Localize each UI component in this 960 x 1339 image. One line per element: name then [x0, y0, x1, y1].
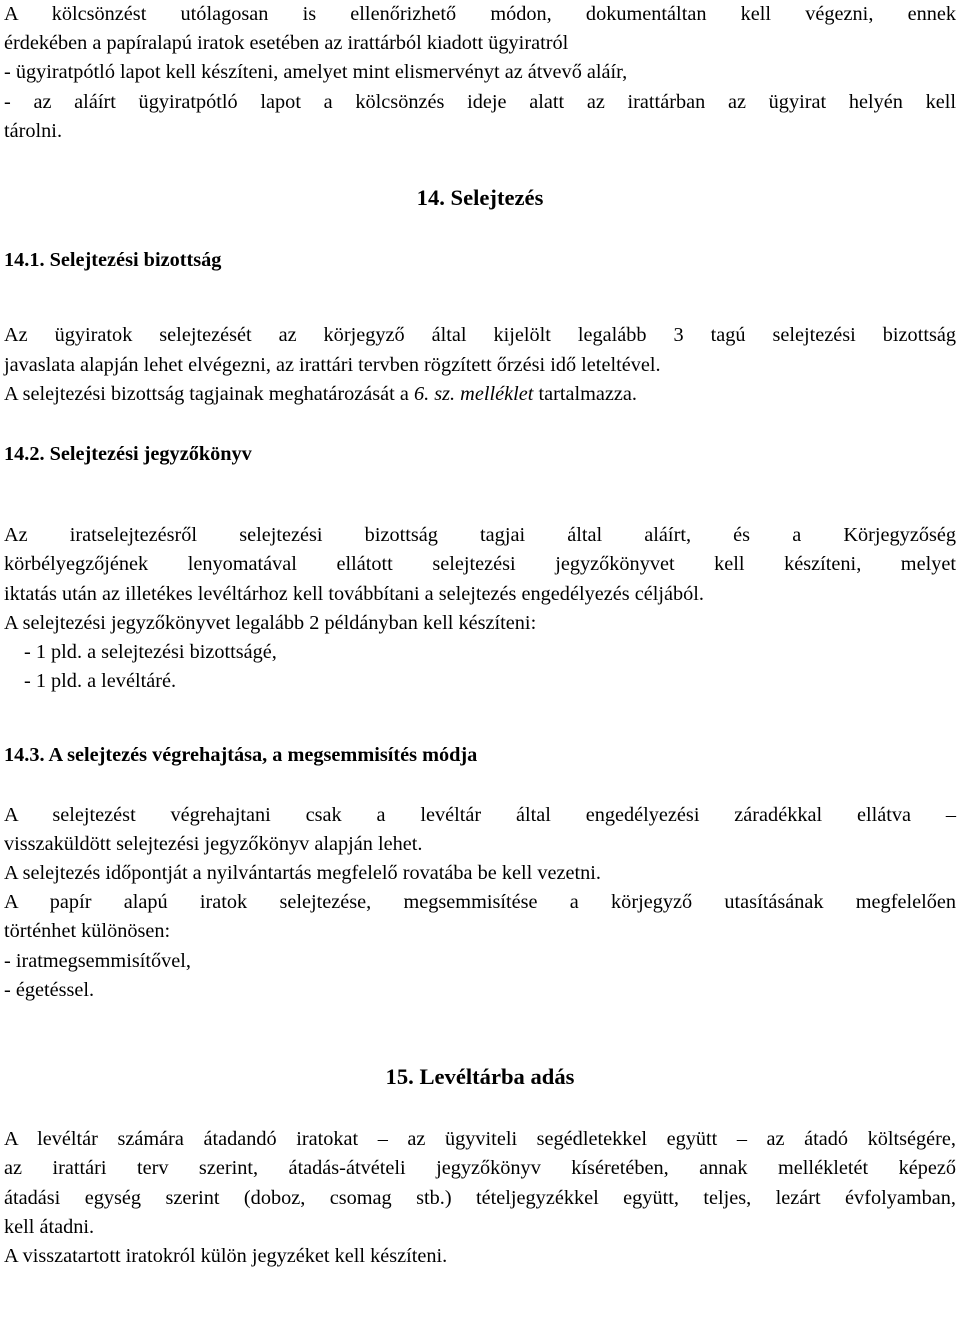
text-line: A visszatartott iratokról külön jegyzéket kell készíteni.	[4, 1245, 448, 1268]
text-line: érdekében a papíralapú iratok esetében az irattárból kiadott ügyiratról	[4, 32, 569, 55]
text-line: - az aláírt ügyiratpótló lapot a kölcsönzés ideje alatt az irattárban az ügyirat helyén kell	[4, 90, 956, 113]
text-line: történhet különösen:	[4, 920, 171, 943]
text-line: iktatás után az illetékes levéltárhoz kell továbbítani a selejtezés engedélyezés céljából.	[4, 582, 704, 605]
text-line: visszaküldött selejtezési jegyzőkönyv alapján lehet.	[4, 832, 423, 855]
text-line: A selejtezés időpontját a nyilvántartás megfelelő rovatába be kell vezetni.	[4, 862, 601, 885]
text-run: A selejtezési bizottság tagjainak meghatározását a	[4, 382, 414, 405]
text-line: A papír alapú iratok selejtezése, megsemmisítése a körjegyző utasításának megfelelően	[4, 891, 956, 914]
text-line: A selejtezési jegyzőkönyvet legalább 2 példányban kell készíteni:	[4, 611, 537, 634]
text-line: Az ügyiratok selejtezését az körjegyző által kijelölt legalább 3 tagú selejtezési bizottság	[4, 324, 956, 347]
list-item: - iratmegsemmisítővel,	[4, 949, 191, 972]
list-item: - 1 pld. a selejtezési bizottságé,	[24, 641, 277, 664]
section-heading: 14. Selejtezés	[416, 185, 544, 211]
section-heading: 15. Levéltárba adás	[385, 1064, 575, 1090]
text-line: körbélyegzőjének lenyomatával ellátott selejtezési jegyzőkönyvet kell készíteni, melyet	[4, 553, 956, 576]
subsection-heading: 14.3. A selejtezés végrehajtása, a megsemmisítés módja	[4, 744, 478, 767]
text-line: átadási egység szerint (doboz, csomag stb.) tételjegyzékkel együtt, teljes, lezárt évfolyamban,	[4, 1186, 956, 1209]
subsection-heading: 14.1. Selejtezési bizottság	[4, 249, 222, 272]
list-item: - égetéssel.	[4, 978, 95, 1001]
subsection-heading: 14.2. Selejtezési jegyzőkönyv	[4, 443, 252, 466]
text-line: javaslata alapján lehet elvégezni, az irattári tervben rögzített őrzési idő leteltével.	[4, 353, 661, 376]
annex-reference: 6. sz. melléklet	[413, 382, 534, 405]
text-line: A selejtezést végrehajtani csak a levéltár által engedélyezési záradékkal ellátva –	[4, 803, 956, 826]
text-line: - ügyiratpótló lapot kell készíteni, amelyet mint elismervényt az átvevő aláír,	[4, 61, 628, 84]
text-line: A kölcsönzést utólagosan is ellenőrizhető módon, dokumentáltan kell végezni, ennek	[4, 3, 956, 25]
text-run: tartalmazza.	[533, 382, 637, 405]
text-line: kell átadni.	[4, 1215, 95, 1238]
text-line: tárolni.	[4, 119, 63, 142]
text-line: az irattári terv szerint, átadás-átvételi jegyzőkönyv kíséretében, annak mellékletét képező	[4, 1157, 956, 1180]
list-item: - 1 pld. a levéltáré.	[24, 670, 177, 693]
text-line: Az iratselejtezésről selejtezési bizottság tagjai által aláírt, és a Körjegyzőség	[4, 524, 956, 547]
document-page	[4, 0, 956, 1271]
text-line: A levéltár számára átadandó iratokat – az ügyviteli segédletekkel együtt – az átadó költségére,	[4, 1128, 956, 1151]
text-line	[4, 380, 956, 409]
